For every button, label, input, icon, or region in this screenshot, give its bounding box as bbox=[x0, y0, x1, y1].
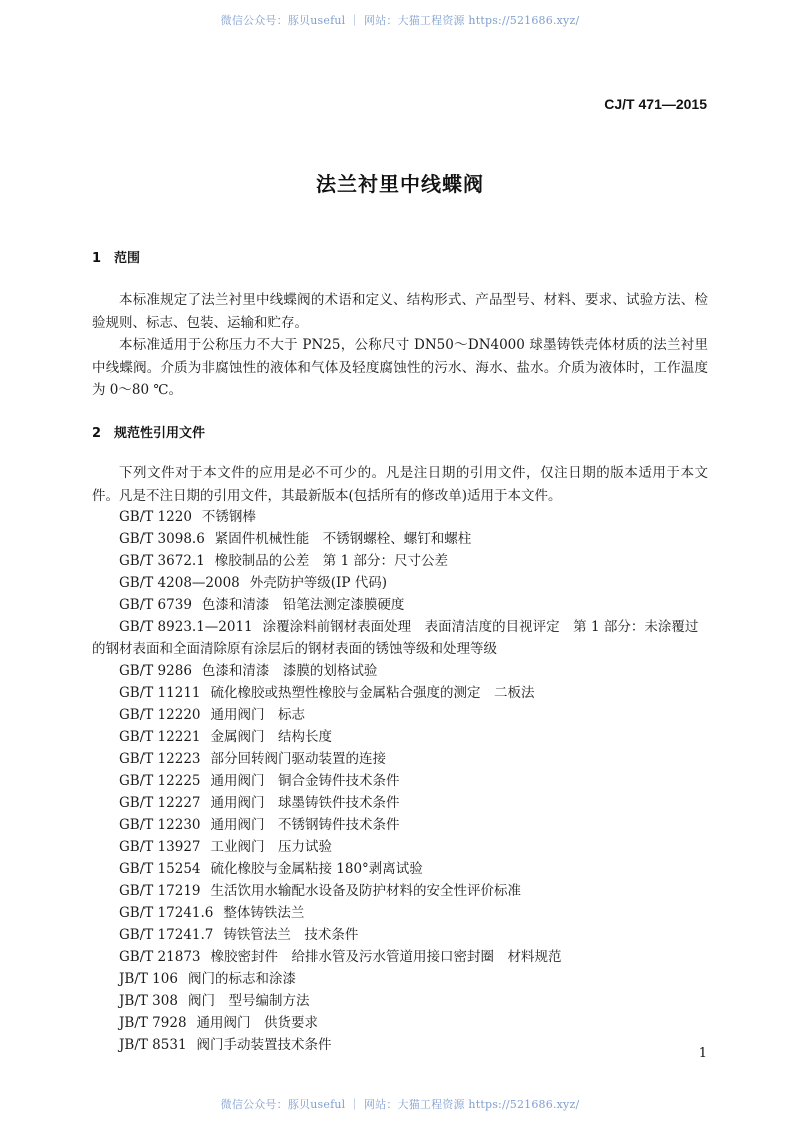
reference-title: 通用阀门 供货要求 bbox=[196, 1015, 319, 1031]
section-title: 规范性引用文件 bbox=[114, 426, 206, 441]
reference-item bbox=[92, 770, 708, 792]
reference-code: GB/T 12220 bbox=[119, 707, 201, 723]
standard-code: CJ/T 471—2015 bbox=[604, 96, 707, 112]
reference-title: 生活饮用水输配水设备及防护材料的安全性评价标准 bbox=[210, 883, 521, 899]
reference-item bbox=[92, 550, 708, 572]
section-1-paragraph-1: 本标准规定了法兰衬里中线蝶阀的术语和定义、结构形式、产品型号、材料、要求、试验方法、检验规则、标志、包装、运输和贮存。 bbox=[92, 292, 708, 331]
document-title: 法兰衬里中线蝶阀 bbox=[316, 172, 484, 196]
reference-item bbox=[92, 726, 708, 748]
reference-item bbox=[92, 616, 708, 660]
reference-title: 通用阀门 球墨铸铁件技术条件 bbox=[210, 795, 400, 811]
watermark-bottom: 微信公众号：豚贝useful ｜ 网站：大猫工程资源 https://521686.xyz/ bbox=[220, 1098, 580, 1111]
reference-item bbox=[92, 990, 708, 1012]
section-2-intro-paragraph: 下列文件对于本文件的应用是必不可少的。凡是注日期的引用文件，仅注日期的版本适用于本文件。凡是不注日期的引用文件，其最新版本(包括所有的修改单)适用于本文件。 bbox=[92, 465, 708, 504]
reference-title: 阀门 型号编制方法 bbox=[187, 993, 310, 1009]
section-title: 范围 bbox=[114, 251, 141, 266]
reference-item bbox=[92, 858, 708, 880]
reference-title: 通用阀门 不锈钢铸件技术条件 bbox=[210, 817, 400, 833]
reference-code: GB/T 17219 bbox=[119, 883, 201, 899]
reference-code: GB/T 12225 bbox=[119, 773, 201, 789]
reference-item bbox=[92, 594, 708, 616]
reference-item bbox=[92, 660, 708, 682]
reference-item bbox=[92, 924, 708, 946]
reference-title: 整体铸铁法兰 bbox=[223, 905, 305, 921]
reference-code: GB/T 17241.7 bbox=[119, 927, 214, 943]
reference-title: 硫化橡胶或热塑性橡胶与金属粘合强度的测定 二板法 bbox=[210, 685, 535, 701]
reference-item bbox=[92, 682, 708, 704]
reference-item bbox=[92, 748, 708, 770]
reference-code: GB/T 1220 bbox=[119, 509, 192, 525]
reference-item bbox=[92, 506, 708, 528]
reference-item bbox=[92, 968, 708, 990]
reference-code: JB/T 8531 bbox=[119, 1037, 187, 1053]
section-1-paragraph-2: 本标准适用于公称压力不大于 PN25，公称尺寸 DN50～DN4000 球墨铸铁壳体材质的法兰衬里中线蝶阀。介质为非腐蚀性的液体和气体及轻度腐蚀性的污水、海水、盐水。介质为液体时，工作温度为 0～80 ℃。 bbox=[92, 337, 708, 398]
reference-code: GB/T 4208—2008 bbox=[119, 575, 240, 591]
watermark-top: 微信公众号：豚贝useful ｜ 网站：大猫工程资源 https://521686.xyz/ bbox=[220, 14, 580, 27]
reference-title: 阀门的标志和涂漆 bbox=[187, 971, 296, 987]
reference-code: GB/T 3098.6 bbox=[119, 531, 205, 547]
reference-item bbox=[92, 946, 708, 968]
reference-code: GB/T 9286 bbox=[119, 663, 192, 679]
reference-item bbox=[92, 704, 708, 726]
reference-code: GB/T 11211 bbox=[119, 685, 201, 701]
reference-code: JB/T 308 bbox=[119, 993, 178, 1009]
section-number: 1 bbox=[92, 251, 102, 266]
reference-title: 硫化橡胶与金属粘接 180°剥离试验 bbox=[210, 861, 423, 877]
reference-code: GB/T 15254 bbox=[119, 861, 201, 877]
reference-title: 工业阀门 压力试验 bbox=[210, 839, 332, 855]
reference-item bbox=[92, 792, 708, 814]
reference-code: JB/T 106 bbox=[119, 971, 178, 987]
section-number: 2 bbox=[92, 426, 102, 441]
reference-title: 铸铁管法兰 技术条件 bbox=[223, 927, 359, 943]
reference-item bbox=[92, 1034, 708, 1056]
reference-item bbox=[92, 572, 708, 594]
normative-references-list bbox=[92, 506, 708, 1056]
reference-title: 通用阀门 标志 bbox=[210, 707, 305, 723]
reference-title: 色漆和清漆 铅笔法测定漆膜硬度 bbox=[201, 597, 405, 613]
reference-title: 涂覆涂料前钢材表面处理 表面清洁度的目视评定 第 1 部分：未涂覆过的钢材表面和全面清除原有涂层后的钢材表面的锈蚀等级和处理等级 bbox=[92, 619, 699, 657]
reference-code: JB/T 7928 bbox=[119, 1015, 187, 1031]
reference-code: GB/T 21873 bbox=[119, 949, 201, 965]
reference-item bbox=[92, 528, 708, 550]
reference-title: 不锈钢棒 bbox=[201, 509, 256, 525]
reference-code: GB/T 12221 bbox=[119, 729, 201, 745]
section-1-heading bbox=[92, 247, 140, 266]
reference-item bbox=[92, 880, 708, 902]
reference-title: 橡胶密封件 给排水管及污水管道用接口密封圈 材料规范 bbox=[210, 949, 562, 965]
reference-item bbox=[92, 814, 708, 836]
reference-code: GB/T 12230 bbox=[119, 817, 201, 833]
reference-code: GB/T 3672.1 bbox=[119, 553, 205, 569]
reference-title: 紧固件机械性能 不锈钢螺栓、螺钉和螺柱 bbox=[214, 531, 472, 547]
reference-item bbox=[92, 902, 708, 924]
reference-title: 阀门手动装置技术条件 bbox=[196, 1037, 332, 1053]
reference-title: 色漆和清漆 漆膜的划格试验 bbox=[201, 663, 378, 679]
reference-title: 部分回转阀门驱动装置的连接 bbox=[210, 751, 386, 767]
reference-code: GB/T 6739 bbox=[119, 597, 192, 613]
reference-item bbox=[92, 1012, 708, 1034]
reference-item bbox=[92, 836, 708, 858]
reference-code: GB/T 17241.6 bbox=[119, 905, 214, 921]
reference-title: 通用阀门 铜合金铸件技术条件 bbox=[210, 773, 400, 789]
reference-title: 金属阀门 结构长度 bbox=[210, 729, 332, 745]
reference-title: 外壳防护等级(IP 代码) bbox=[249, 575, 388, 591]
reference-code: GB/T 8923.1—2011 bbox=[119, 619, 253, 635]
reference-code: GB/T 12227 bbox=[119, 795, 201, 811]
section-2-heading bbox=[92, 422, 205, 441]
reference-code: GB/T 12223 bbox=[119, 751, 201, 767]
reference-title: 橡胶制品的公差 第 1 部分：尺寸公差 bbox=[214, 553, 448, 569]
page-number: 1 bbox=[698, 1046, 707, 1061]
reference-code: GB/T 13927 bbox=[119, 839, 201, 855]
